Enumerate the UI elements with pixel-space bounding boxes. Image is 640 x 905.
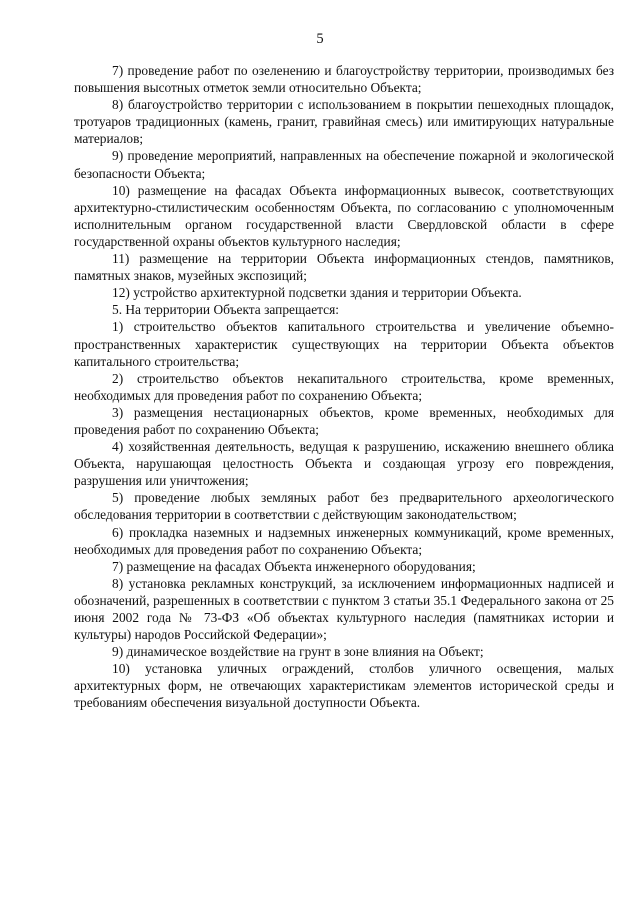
paragraph-allowed-12: 12) устройство архитектурной подсветки здания и территории Объекта. <box>112 285 522 301</box>
paragraph-prohibited-4: 4) хозяйственная деятельность, ведущая к разрушению, искажению внешнего облика Объекта, нарушающая целостность Объекта и создающая угрозу его повреждения, разрушения или уничтожения; <box>74 439 614 489</box>
paragraph-allowed-8: 8) благоустройство территории с использованием в покрытии пешеходных площадок, тротуаров традиционных (камень, гранит, гравийная смесь) или имитирующих натуральные материалов; <box>74 97 614 147</box>
paragraph-prohibited-2: 2) строительство объектов некапитального строительства, кроме временных, необходимых для проведения работ по сохранению Объекта; <box>74 370 614 403</box>
section-heading-prohibited: 5. На территории Объекта запрещается: <box>112 302 339 318</box>
paragraph-prohibited-8: 8) установка рекламных конструкций, за исключением информационных надписей и обозначений, разрешенных в соответствии с пунктом 3 статьи 35.1 Федерального закона от 25 июня 2002 года № 73-ФЗ «Об объектах культурного наследия (памятниках истории и культуры) народов Российской Федерации»; <box>74 575 614 643</box>
paragraph-prohibited-9: 9) динамическое воздействие на грунт в зоне влияния на Объект; <box>112 644 484 660</box>
paragraph-prohibited-3: 3) размещения нестационарных объектов, кроме временных, необходимых для проведения работ по сохранению Объекта; <box>74 404 614 437</box>
document-body <box>74 62 614 712</box>
page-number: 5 <box>316 31 324 47</box>
paragraph-prohibited-1: 1) строительство объектов капитального строительства и увеличение объемно-пространственных характеристик существующих на территории Объекта объектов капитального строительства; <box>74 319 614 369</box>
paragraph-prohibited-7: 7) размещение на фасадах Объекта инженерного оборудования; <box>112 558 476 574</box>
paragraph-allowed-11: 11) размещение на территории Объекта информационных стендов, памятников, памятных знаков, музейных экспозиций; <box>74 251 614 284</box>
paragraph-prohibited-6: 6) прокладка наземных и надземных инженерных коммуникаций, кроме временных, необходимых для проведения работ по сохранению Объекта; <box>74 524 614 557</box>
paragraph-allowed-9: 9) проведение мероприятий, направленных на обеспечение пожарной и экологической безопасности Объекта; <box>74 148 614 181</box>
paragraph-allowed-10: 10) размещение на фасадах Объекта информационных вывесок, соответствующих архитектурно-стилистическим особенностям Объекта, по согласованию с уполномоченным исполнительным органом государственной власти Свердловской области в сфере государственной охраны объектов культурного наследия; <box>74 182 614 249</box>
paragraph-prohibited-10: 10) установка уличных ограждений, столбов уличного освещения, малых архитектурных форм, не отвечающих характеристикам элементов исторической среды и требованиям обеспечения визуальной доступности Объекта. <box>74 661 614 711</box>
paragraph-prohibited-5: 5) проведение любых земляных работ без предварительного археологического обследования территории в соответствии с действующим законодательством; <box>74 490 614 523</box>
paragraph-allowed-7: 7) проведение работ по озеленению и благоустройству территории, производимых без повышения высотных отметок земли относительно Объекта; <box>74 63 614 96</box>
